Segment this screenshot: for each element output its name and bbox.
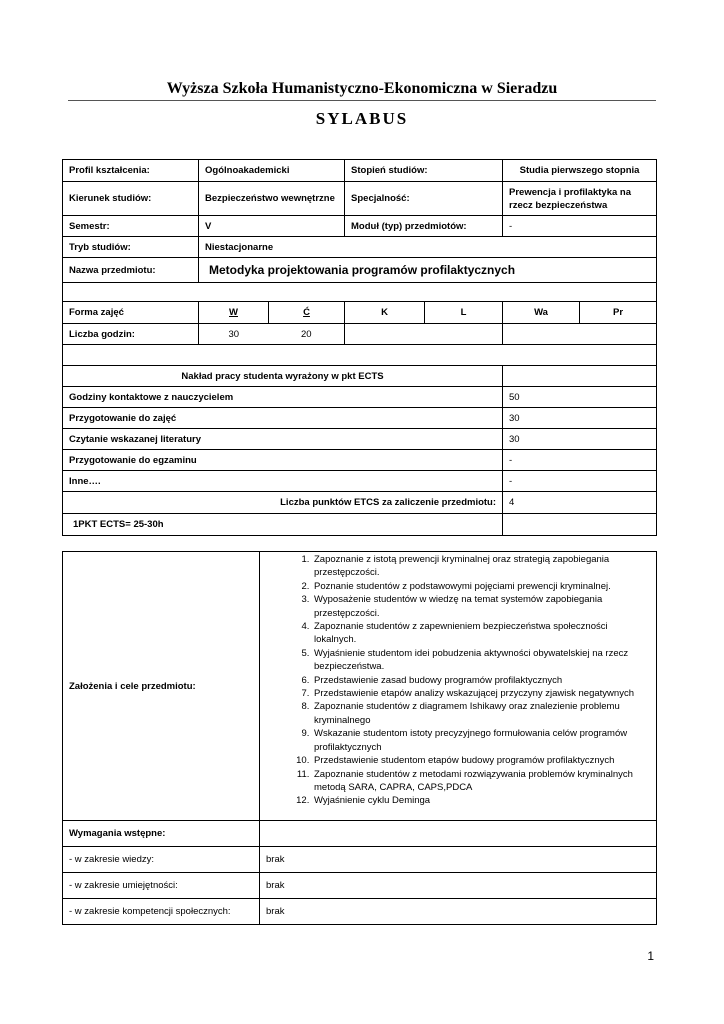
ects-heading-row <box>63 366 657 387</box>
mode-label: Tryb studiów: <box>63 237 199 258</box>
syllabus-info-table <box>62 159 657 536</box>
table-row <box>63 237 657 258</box>
table-row <box>63 216 657 237</box>
university-name: Wyższa Szkoła Humanistyczno-Ekonomiczna w Sieradzu <box>166 80 558 97</box>
ects-row-value: - <box>503 471 657 492</box>
table-row <box>63 429 657 450</box>
ects-row-value: - <box>503 450 657 471</box>
module-label: Moduł (typ) przedmiotów: <box>345 216 503 237</box>
list-item: 7. Przedstawienie etapów analizy wskazującej przyczyny zjawisk negatywnych <box>312 687 652 700</box>
list-item: 5. Wyjaśnienie studentom idei pobudzenia aktywności obywatelskiej na rzecz bezpieczeństwa. <box>312 647 652 674</box>
list-item: 3. Wyposażenie studentów w wiedzę na temat systemów zapobiegania przestępczości. <box>312 593 652 620</box>
specialty-value: Prewencja i profilaktyka na rzecz bezpieczeństwa <box>503 182 657 216</box>
prereq-skills-value: brak <box>260 873 657 899</box>
forms-header-row <box>63 302 657 324</box>
spacer-row <box>63 283 657 302</box>
prereq-skills-label: - w zakresie umiejętności: <box>63 873 260 899</box>
subject-label: Nazwa przedmiotu: <box>63 258 199 283</box>
form-pr: Pr <box>580 302 657 324</box>
form-l: L <box>425 302 503 324</box>
page-number: 1 <box>647 949 654 963</box>
table-row <box>63 387 657 408</box>
ects-total-row <box>63 492 657 514</box>
ects-row-value: 30 <box>503 429 657 450</box>
ects-total-value: 4 <box>503 492 657 514</box>
hours-w: 30 <box>199 324 269 345</box>
list-item: 6. Przedstawienie zasad budowy programów profilaktycznych <box>312 674 652 687</box>
table-row <box>63 450 657 471</box>
document-title: SYLABUS <box>315 109 409 128</box>
semester-label: Semestr: <box>63 216 199 237</box>
field-value: Bezpieczeństwo wewnętrzne <box>199 182 345 216</box>
form-k: K <box>345 302 425 324</box>
list-item: 10. Przedstawienie studentom etapów budowy programów profilaktycznych <box>312 754 652 767</box>
table-row <box>63 471 657 492</box>
table-row <box>63 182 657 216</box>
semester-value: V <box>199 216 345 237</box>
prereq-social-label: - w zakresie kompetencji społecznych: <box>63 899 260 925</box>
header-rule <box>68 100 656 101</box>
list-item: 9. Wskazanie studentom istoty precyzyjnego formułowania celów programów profilaktycznych <box>312 727 652 754</box>
table-row <box>63 408 657 429</box>
prereq-knowledge-value: brak <box>260 847 657 873</box>
list-item: 8. Zapoznanie studentów z diagramem Ishikawy oraz znalezienie problemu kryminalnego <box>312 700 652 727</box>
degree-label: Stopień studiów: <box>345 160 503 182</box>
ects-row-label: Inne…. <box>63 471 503 492</box>
forms-label: Forma zajęć <box>63 302 199 324</box>
prereq-social-value: brak <box>260 899 657 925</box>
table-row <box>63 899 657 925</box>
goals-row <box>63 552 657 821</box>
subject-value: Metodyka projektowania programów profilaktycznych <box>199 258 657 283</box>
specialty-label: Specjalność: <box>345 182 503 216</box>
ects-note: 1PKT ECTS= 25-30h <box>63 514 503 536</box>
table-row <box>63 847 657 873</box>
list-item: 4. Zapoznanie studentów z zapewnieniem bezpieczeństwa społeczności lokalnych. <box>312 620 652 647</box>
form-c: Ć <box>269 302 345 324</box>
table-row <box>63 873 657 899</box>
prereq-heading-row <box>63 821 657 847</box>
form-w: W <box>199 302 269 324</box>
module-value: - <box>503 216 657 237</box>
ects-heading: Nakład pracy studenta wyrażony w pkt ECTS <box>63 366 503 387</box>
ects-total-label: Liczba punktów ETCS za zaliczenie przedmiotu: <box>63 492 503 514</box>
hours-label: Liczba godzin: <box>63 324 199 345</box>
goals-table <box>62 551 657 925</box>
list-item: 2. Poznanie studentów z podstawowymi pojęciami prewencji kryminalnej. <box>312 580 652 593</box>
list-item: 1. Zapoznanie z istotą prewencji kryminalnej oraz strategią zapobiegania przestępczości. <box>312 553 652 580</box>
table-row <box>63 160 657 182</box>
degree-value: Studia pierwszego stopnia <box>503 160 657 182</box>
ects-row-value: 50 <box>503 387 657 408</box>
hours-c: 20 <box>269 324 345 345</box>
list-item: 12. Wyjaśnienie cyklu Deminga <box>312 794 652 807</box>
list-item: 11. Zapoznanie studentów z metodami rozwiązywania problemów kryminalnych metodą SARA, CAPRA, CAPS,PDCA <box>312 768 652 795</box>
table-row <box>63 258 657 283</box>
spacer-row <box>63 345 657 366</box>
ects-row-label: Godziny kontaktowe z nauczycielem <box>63 387 503 408</box>
ects-row-label: Czytanie wskazanej literatury <box>63 429 503 450</box>
mode-value: Niestacjonarne <box>199 237 657 258</box>
prereq-label: Wymagania wstępne: <box>63 821 260 847</box>
form-wa: Wa <box>503 302 580 324</box>
ects-note-row <box>63 514 657 536</box>
ects-row-value: 30 <box>503 408 657 429</box>
goals-list <box>264 553 652 808</box>
field-label: Kierunek studiów: <box>63 182 199 216</box>
hours-row <box>63 324 657 345</box>
ects-row-label: Przygotowanie do zajęć <box>63 408 503 429</box>
profile-value: Ogólnoakademicki <box>199 160 345 182</box>
goals-label: Założenia i cele przedmiotu: <box>63 552 260 821</box>
profile-label: Profil kształcenia: <box>63 160 199 182</box>
ects-row-label: Przygotowanie do egzaminu <box>63 450 503 471</box>
prereq-knowledge-label: - w zakresie wiedzy: <box>63 847 260 873</box>
